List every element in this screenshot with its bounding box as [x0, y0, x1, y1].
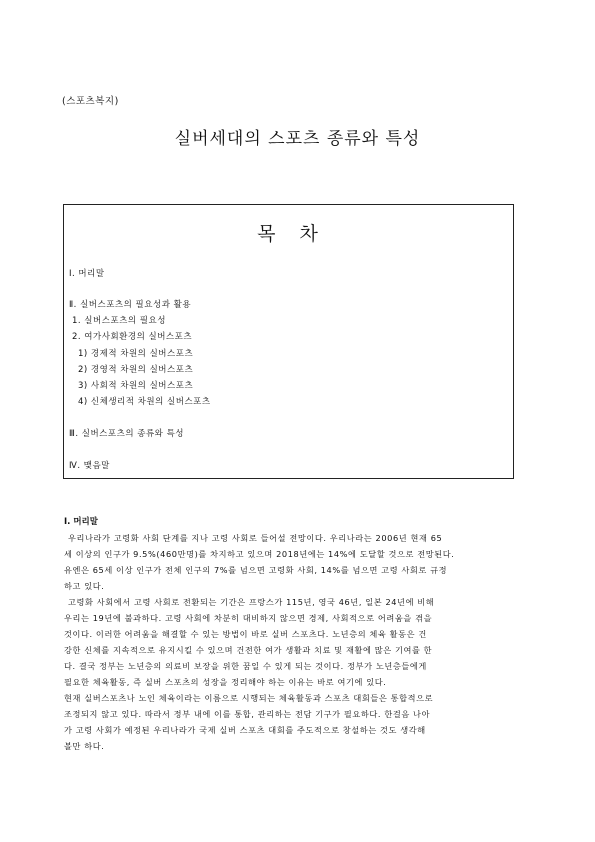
body-line: 가 고령 사회가 예정된 우리나라가 국제 실버 스포츠 대회를 주도적으로 창설하는 것도 생각해: [64, 725, 426, 735]
toc-item-3: 1. 실버스포츠의 필요성: [72, 316, 166, 326]
body-line: 우리나라가 고령화 사회 단계를 지나 고령 사회로 들어설 전망이다. 우리나라는 2006년 현재 65: [68, 533, 443, 543]
category-label: (스포츠복지): [62, 96, 119, 107]
toc-item-10: Ⅳ. 맺음말: [69, 461, 110, 471]
toc-item-6: 2) 경영적 차원의 실버스포츠: [78, 365, 194, 375]
body-line: 세 이상의 인구가 9.5%(460만명)를 차지하고 있으며 2018년에는 14%에 도달할 것으로 전망된다.: [64, 549, 455, 559]
toc-heading: 목 차: [257, 223, 320, 245]
body-line: 고령화 사회에서 고령 사회로 전환되는 기간은 프랑스가 115년, 영국 46년, 일본 24년에 비해: [68, 597, 435, 607]
body-line: 유엔은 65세 이상 인구가 전체 인구의 7%를 넘으면 고령화 사회, 14%를 넘으면 고령 사회로 규정: [64, 565, 448, 575]
body-line: 하고 있다.: [64, 581, 105, 591]
toc-item-8: 4) 신체생리적 차원의 실버스포츠: [78, 397, 211, 407]
body-line: 필요한 체육활동, 즉 실버 스포츠의 성장을 정리해야 하는 이유는 바로 여기에 있다.: [64, 677, 387, 687]
body-line: 조정되지 않고 있다. 따라서 정부 내에 이를 통합, 관리하는 전담 기구가 필요하다. 한걸음 나아: [64, 709, 431, 719]
body-line: 현재 실버스포츠나 노인 체육이라는 이름으로 시행되는 체육활동과 스포츠 대회들은 통합적으로: [64, 693, 434, 703]
document-title: 실버세대의 스포츠 종류와 특성: [174, 129, 421, 149]
toc-item-2: Ⅱ. 실버스포츠의 필요성과 활용: [69, 300, 192, 310]
body-line: 강한 신체를 지속적으로 유지시킬 수 있으며 건전한 여가 생활과 치료 및 재활에 많은 기여를 한: [64, 645, 433, 655]
toc-item-4: 2. 여가사회환경의 실버스포츠: [72, 332, 193, 342]
toc-item-9: Ⅲ. 실버스포츠의 종류와 특성: [69, 429, 184, 439]
section-heading: Ⅰ. 머리말: [64, 517, 98, 527]
body-line: 다. 결국 정부는 노년층의 의료비 보장을 위한 꿈일 수 있게 되는 것이다. 정부가 노년층들에게: [64, 661, 427, 671]
toc-item-7: 3) 사회적 차원의 실버스포츠: [78, 381, 194, 391]
body-line: 것이다. 이러한 어려움을 해결할 수 있는 방법이 바로 실버 스포츠다. 노년층의 체육 활동은 건: [64, 629, 427, 639]
table-of-contents: [63, 204, 514, 479]
body-line: 우리는 19년에 불과하다. 고령 사회에 차분히 대비하지 않으면 경제, 사회적으로 어려움을 겪을: [64, 613, 433, 623]
body-line: 볼만 하다.: [64, 741, 105, 751]
toc-item-5: 1) 경제적 차원의 실버스포츠: [78, 349, 194, 359]
toc-item-1: Ⅰ. 머리말: [69, 269, 105, 279]
